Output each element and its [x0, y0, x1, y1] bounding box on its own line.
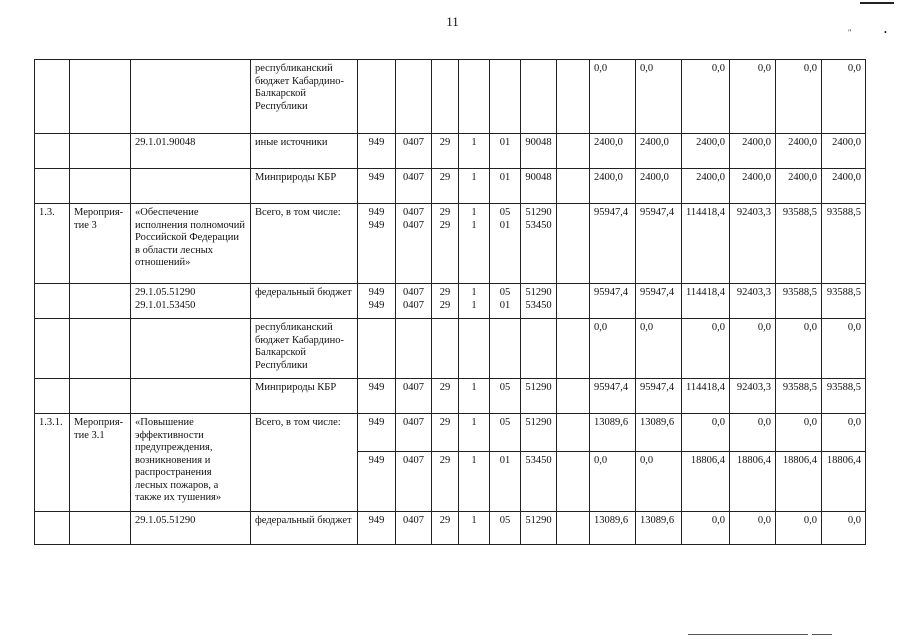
vr-cell: [557, 169, 590, 204]
amount-cell: 13089,6: [590, 414, 636, 452]
table-row: [35, 379, 866, 414]
amount-cell: 0,0: [590, 452, 636, 512]
rzpr-cell: 0407 0407: [396, 204, 432, 284]
cs-program-cell: 29: [432, 414, 459, 452]
amount-cell: 114418,4: [682, 204, 730, 284]
cs-subprogram-cell: [459, 60, 490, 134]
amount-cell: 13089,6: [636, 512, 682, 545]
table-row: [35, 284, 866, 319]
cs-subprogram-cell: 1: [459, 512, 490, 545]
cs-program-cell: 29: [432, 169, 459, 204]
funding-source-cell: республиканский бюджет Кабардино-Балкарской Республики: [251, 60, 358, 134]
amount-cell: 2400,0: [682, 169, 730, 204]
row-number-cell: 1.3.: [35, 204, 70, 284]
amount-cell: 114418,4: [682, 284, 730, 319]
cs-event-cell: 01: [490, 169, 521, 204]
vr-cell: [557, 379, 590, 414]
funding-source-cell: республиканский бюджет Кабардино-Балкарской Республики: [251, 319, 358, 379]
vr-cell: [557, 204, 590, 284]
grbs-cell: 949 949: [358, 284, 396, 319]
event-name-cell: [70, 512, 131, 545]
amount-cell: 2400,0: [730, 169, 776, 204]
event-title-cell: [131, 169, 251, 204]
vr-cell: [557, 60, 590, 134]
page-number: 11: [446, 14, 459, 29]
amount-cell: 0,0: [776, 60, 822, 134]
grbs-cell: [358, 319, 396, 379]
rzpr-cell: [396, 60, 432, 134]
event-title-cell: «Повышение эффективности предупреждения, возникновения и распространения лесных пожаров, а также их тушения»: [131, 414, 251, 512]
grbs-cell: 949: [358, 452, 396, 512]
amount-cell: 2400,0: [682, 134, 730, 169]
cs-direction-cell: 51290 53450: [521, 204, 557, 284]
corner-mark: ": [848, 28, 852, 37]
cs-program-cell: 29: [432, 379, 459, 414]
amount-cell: 93588,5: [822, 379, 866, 414]
cs-subprogram-cell: 1: [459, 169, 490, 204]
rzpr-cell: 0407: [396, 512, 432, 545]
amount-cell: 114418,4: [682, 379, 730, 414]
amount-cell: 92403,3: [730, 284, 776, 319]
amount-cell: 93588,5: [776, 379, 822, 414]
vr-cell: [557, 512, 590, 545]
amount-cell: 2400,0: [636, 134, 682, 169]
event-name-cell: [70, 134, 131, 169]
amount-cell: 0,0: [730, 414, 776, 452]
amount-cell: 93588,5: [776, 204, 822, 284]
cs-program-cell: 29: [432, 134, 459, 169]
cs-direction-cell: 90048: [521, 169, 557, 204]
cs-program-cell: 29 29: [432, 204, 459, 284]
event-title-cell: «Обеспечение исполнения полномочий Российской Федерации в области лесных отношений»: [131, 204, 251, 284]
cs-subprogram-cell: [459, 319, 490, 379]
table-row: [35, 319, 866, 379]
rzpr-cell: [396, 319, 432, 379]
cs-program-cell: [432, 60, 459, 134]
corner-mark: •: [884, 28, 887, 37]
amount-cell: 93588,5: [822, 284, 866, 319]
amount-cell: 18806,4: [730, 452, 776, 512]
funding-source-cell: Всего, в том числе:: [251, 204, 358, 284]
cs-event-cell: [490, 319, 521, 379]
amount-cell: 92403,3: [730, 379, 776, 414]
grbs-cell: [358, 60, 396, 134]
cs-direction-cell: 51290 53450: [521, 284, 557, 319]
cs-direction-cell: 53450: [521, 452, 557, 512]
cs-event-cell: 05 01: [490, 284, 521, 319]
cs-program-cell: 29: [432, 452, 459, 512]
amount-cell: 2400,0: [590, 169, 636, 204]
table-row: [35, 512, 866, 545]
rzpr-cell: 0407: [396, 379, 432, 414]
amount-cell: 95947,4: [636, 204, 682, 284]
table-row: [35, 414, 866, 452]
amount-cell: 0,0: [590, 60, 636, 134]
amount-cell: 0,0: [682, 512, 730, 545]
table-row: [35, 134, 866, 169]
event-name-cell: [70, 379, 131, 414]
amount-cell: 2400,0: [590, 134, 636, 169]
amount-cell: 0,0: [822, 319, 866, 379]
funding-source-cell: федеральный бюджет: [251, 512, 358, 545]
vr-cell: [557, 414, 590, 452]
event-title-cell: 29.1.05.51290 29.1.01.53450: [131, 284, 251, 319]
row-number-cell: [35, 512, 70, 545]
amount-cell: 0,0: [822, 512, 866, 545]
row-number-cell: [35, 60, 70, 134]
amount-cell: 0,0: [730, 60, 776, 134]
event-title-cell: 29.1.05.51290: [131, 512, 251, 545]
rzpr-cell: 0407: [396, 169, 432, 204]
footer-line: [812, 634, 832, 635]
footer-line: [688, 634, 808, 635]
cs-subprogram-cell: 1: [459, 379, 490, 414]
funding-source-cell: иные источники: [251, 134, 358, 169]
vr-cell: [557, 134, 590, 169]
table-row: [35, 169, 866, 204]
cs-program-cell: 29 29: [432, 284, 459, 319]
event-name-cell: [70, 284, 131, 319]
event-title-cell: [131, 379, 251, 414]
budget-table: [34, 59, 866, 545]
cs-direction-cell: [521, 60, 557, 134]
amount-cell: 95947,4: [590, 204, 636, 284]
funding-source-cell: Всего, в том числе:: [251, 414, 358, 512]
vr-cell: [557, 452, 590, 512]
cs-event-cell: 05: [490, 512, 521, 545]
cs-direction-cell: 51290: [521, 512, 557, 545]
amount-cell: 13089,6: [590, 512, 636, 545]
event-name-cell: Мероприя-тие 3: [70, 204, 131, 284]
row-number-cell: [35, 169, 70, 204]
grbs-cell: 949: [358, 414, 396, 452]
event-name-cell: [70, 169, 131, 204]
amount-cell: 0,0: [730, 512, 776, 545]
cs-subprogram-cell: 1: [459, 134, 490, 169]
row-number-cell: 1.3.1.: [35, 414, 70, 512]
corner-line: [860, 2, 894, 4]
amount-cell: 2400,0: [636, 169, 682, 204]
amount-cell: 2400,0: [730, 134, 776, 169]
cs-event-cell: 01: [490, 452, 521, 512]
amount-cell: 13089,6: [636, 414, 682, 452]
vr-cell: [557, 284, 590, 319]
grbs-cell: 949: [358, 379, 396, 414]
cs-program-cell: 29: [432, 512, 459, 545]
amount-cell: 0,0: [682, 319, 730, 379]
rzpr-cell: 0407: [396, 414, 432, 452]
amount-cell: 18806,4: [682, 452, 730, 512]
event-name-cell: [70, 60, 131, 134]
event-name-cell: Мероприя-тие 3.1: [70, 414, 131, 512]
cs-event-cell: 05 01: [490, 204, 521, 284]
row-number-cell: [35, 134, 70, 169]
cs-program-cell: [432, 319, 459, 379]
event-title-cell: 29.1.01.90048: [131, 134, 251, 169]
amount-cell: 0,0: [682, 414, 730, 452]
amount-cell: 0,0: [636, 60, 682, 134]
rzpr-cell: 0407 0407: [396, 284, 432, 319]
event-name-cell: [70, 319, 131, 379]
amount-cell: 2400,0: [776, 169, 822, 204]
event-title-cell: [131, 319, 251, 379]
amount-cell: 0,0: [776, 512, 822, 545]
cs-subprogram-cell: 1: [459, 414, 490, 452]
cs-subprogram-cell: 1 1: [459, 204, 490, 284]
rzpr-cell: 0407: [396, 452, 432, 512]
amount-cell: 18806,4: [822, 452, 866, 512]
amount-cell: 2400,0: [776, 134, 822, 169]
table-row: [35, 204, 866, 284]
funding-source-cell: Минприроды КБР: [251, 379, 358, 414]
funding-source-cell: Минприроды КБР: [251, 169, 358, 204]
cs-direction-cell: 51290: [521, 379, 557, 414]
amount-cell: 95947,4: [590, 284, 636, 319]
row-number-cell: [35, 379, 70, 414]
cs-event-cell: 05: [490, 414, 521, 452]
cs-direction-cell: 90048: [521, 134, 557, 169]
cs-direction-cell: [521, 319, 557, 379]
amount-cell: 18806,4: [776, 452, 822, 512]
grbs-cell: 949: [358, 134, 396, 169]
cs-subprogram-cell: 1 1: [459, 284, 490, 319]
table-row: [35, 60, 866, 134]
event-title-cell: [131, 60, 251, 134]
cs-subprogram-cell: 1: [459, 452, 490, 512]
amount-cell: 0,0: [730, 319, 776, 379]
amount-cell: 92403,3: [730, 204, 776, 284]
cs-event-cell: 01: [490, 134, 521, 169]
vr-cell: [557, 319, 590, 379]
grbs-cell: 949: [358, 512, 396, 545]
amount-cell: 0,0: [636, 319, 682, 379]
amount-cell: 95947,4: [636, 284, 682, 319]
row-number-cell: [35, 319, 70, 379]
table-body: [35, 60, 866, 545]
cs-event-cell: [490, 60, 521, 134]
cs-event-cell: 05: [490, 379, 521, 414]
amount-cell: 93588,5: [822, 204, 866, 284]
amount-cell: 95947,4: [636, 379, 682, 414]
amount-cell: 0,0: [822, 414, 866, 452]
grbs-cell: 949 949: [358, 204, 396, 284]
cs-direction-cell: 51290: [521, 414, 557, 452]
funding-source-cell: федеральный бюджет: [251, 284, 358, 319]
amount-cell: 0,0: [590, 319, 636, 379]
amount-cell: 2400,0: [822, 169, 866, 204]
amount-cell: 0,0: [682, 60, 730, 134]
amount-cell: 2400,0: [822, 134, 866, 169]
amount-cell: 0,0: [776, 414, 822, 452]
row-number-cell: [35, 284, 70, 319]
grbs-cell: 949: [358, 169, 396, 204]
rzpr-cell: 0407: [396, 134, 432, 169]
amount-cell: 0,0: [822, 60, 866, 134]
amount-cell: 93588,5: [776, 284, 822, 319]
amount-cell: 0,0: [636, 452, 682, 512]
amount-cell: 0,0: [776, 319, 822, 379]
amount-cell: 95947,4: [590, 379, 636, 414]
